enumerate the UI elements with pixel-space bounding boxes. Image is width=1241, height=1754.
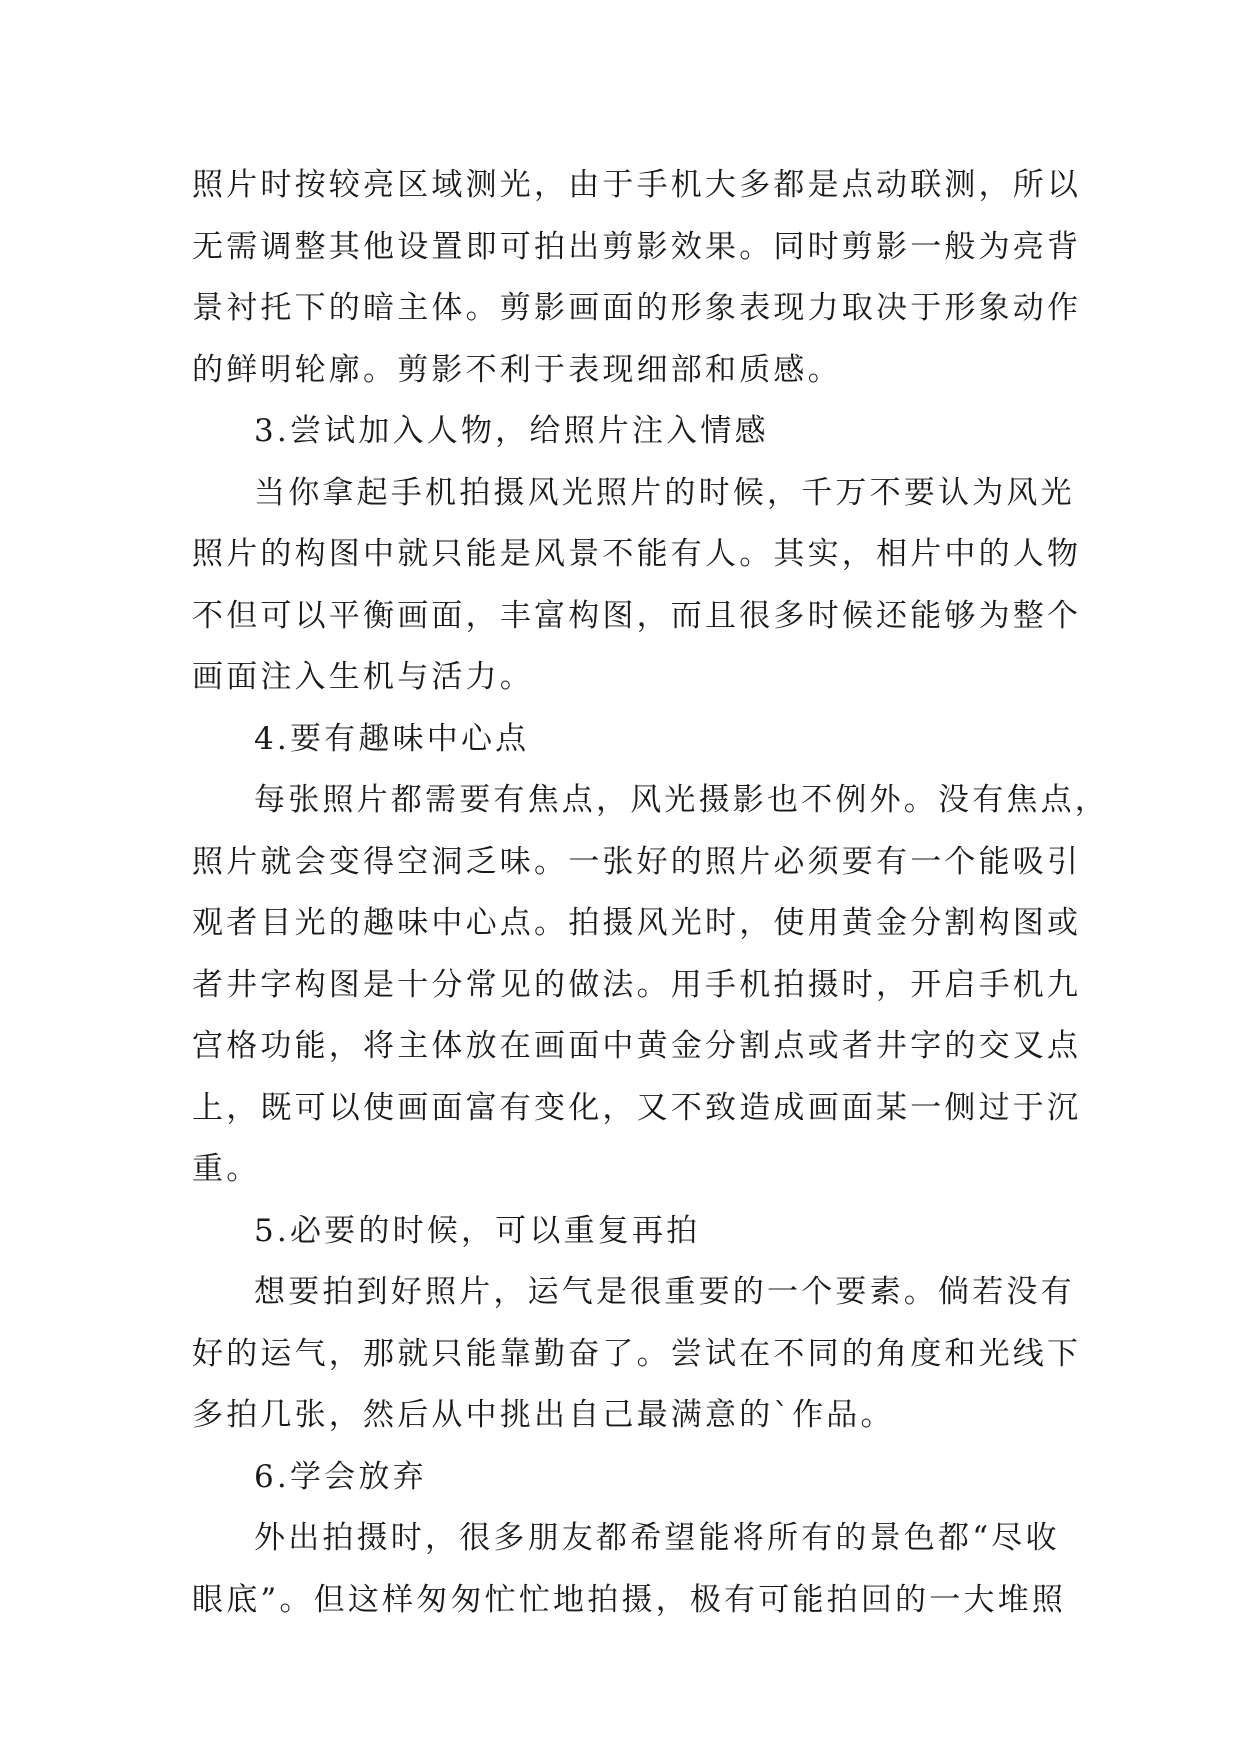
text-line: 观者目光的趣味中心点。拍摄风光时，使用黄金分割构图或 bbox=[192, 905, 1082, 941]
text-line: 无需调整其他设置即可拍出剪影效果。同时剪影一般为亮背 bbox=[192, 228, 1082, 265]
text-line: 眼底”。但这样匆匆忙忙地拍摄，极有可能拍回的一大堆照 bbox=[192, 1581, 1067, 1618]
text-line: 宫格功能，将主体放在画面中黄金分割点或者井字的交叉点 bbox=[192, 1028, 1082, 1064]
text-line: 者井字构图是十分常见的做法。用手机拍摄时，开启手机九 bbox=[192, 966, 1082, 1003]
paragraph bbox=[192, 155, 1082, 401]
text-line: 的鲜明轮廓。剪影不利于表现细部和质感。 bbox=[192, 351, 842, 388]
paragraph bbox=[192, 1262, 1082, 1447]
text-line: 画面注入生机与活力。 bbox=[192, 659, 534, 695]
text-line: 好的运气，那就只能靠勤奋了。尝试在不同的角度和光线下 bbox=[192, 1335, 1082, 1372]
section-heading: 3.尝试加入人物，给照片注入情感 bbox=[254, 413, 769, 449]
text-line: 每张照片都需要有焦点，风光摄影也不例外。没有焦点， bbox=[254, 782, 1109, 818]
paragraph bbox=[192, 770, 1109, 1201]
paragraph bbox=[192, 463, 1082, 709]
section-heading: 6.学会放弃 bbox=[254, 1458, 427, 1495]
text-line: 多拍几张，然后从中挑出自己最满意的`作品。 bbox=[192, 1397, 895, 1433]
text-line: 想要拍到好照片，运气是很重要的一个要素。倘若没有 bbox=[254, 1274, 1075, 1310]
paragraph bbox=[192, 1508, 1067, 1631]
section-heading: 5.必要的时候，可以重复再拍 bbox=[254, 1212, 701, 1249]
text-line: 不但可以平衡画面，丰富构图，而且很多时候还能够为整个 bbox=[192, 597, 1082, 634]
text-line: 照片就会变得空洞乏味。一张好的照片必须要有一个能吸引 bbox=[192, 843, 1082, 880]
document-page bbox=[192, 155, 1109, 1631]
text-line: 照片时按较亮区域测光，由于手机大多都是点动联测，所以 bbox=[192, 167, 1082, 203]
text-line: 照片的构图中就只能是风景不能有人。其实，相片中的人物 bbox=[192, 536, 1082, 572]
text-line: 上，既可以使画面富有变化，又不致造成画面某一侧过于沉 bbox=[192, 1089, 1082, 1126]
section-heading: 4.要有趣味中心点 bbox=[254, 720, 530, 757]
text-line: 外出拍摄时，很多朋友都希望能将所有的景色都“尽收 bbox=[254, 1520, 1060, 1556]
text-line: 当你拿起手机拍摄风光照片的时候，千万不要认为风光 bbox=[254, 474, 1075, 511]
text-line: 重。 bbox=[192, 1151, 261, 1187]
text-line: 景衬托下的暗主体。剪影画面的形象表现力取决于形象动作 bbox=[192, 290, 1082, 326]
